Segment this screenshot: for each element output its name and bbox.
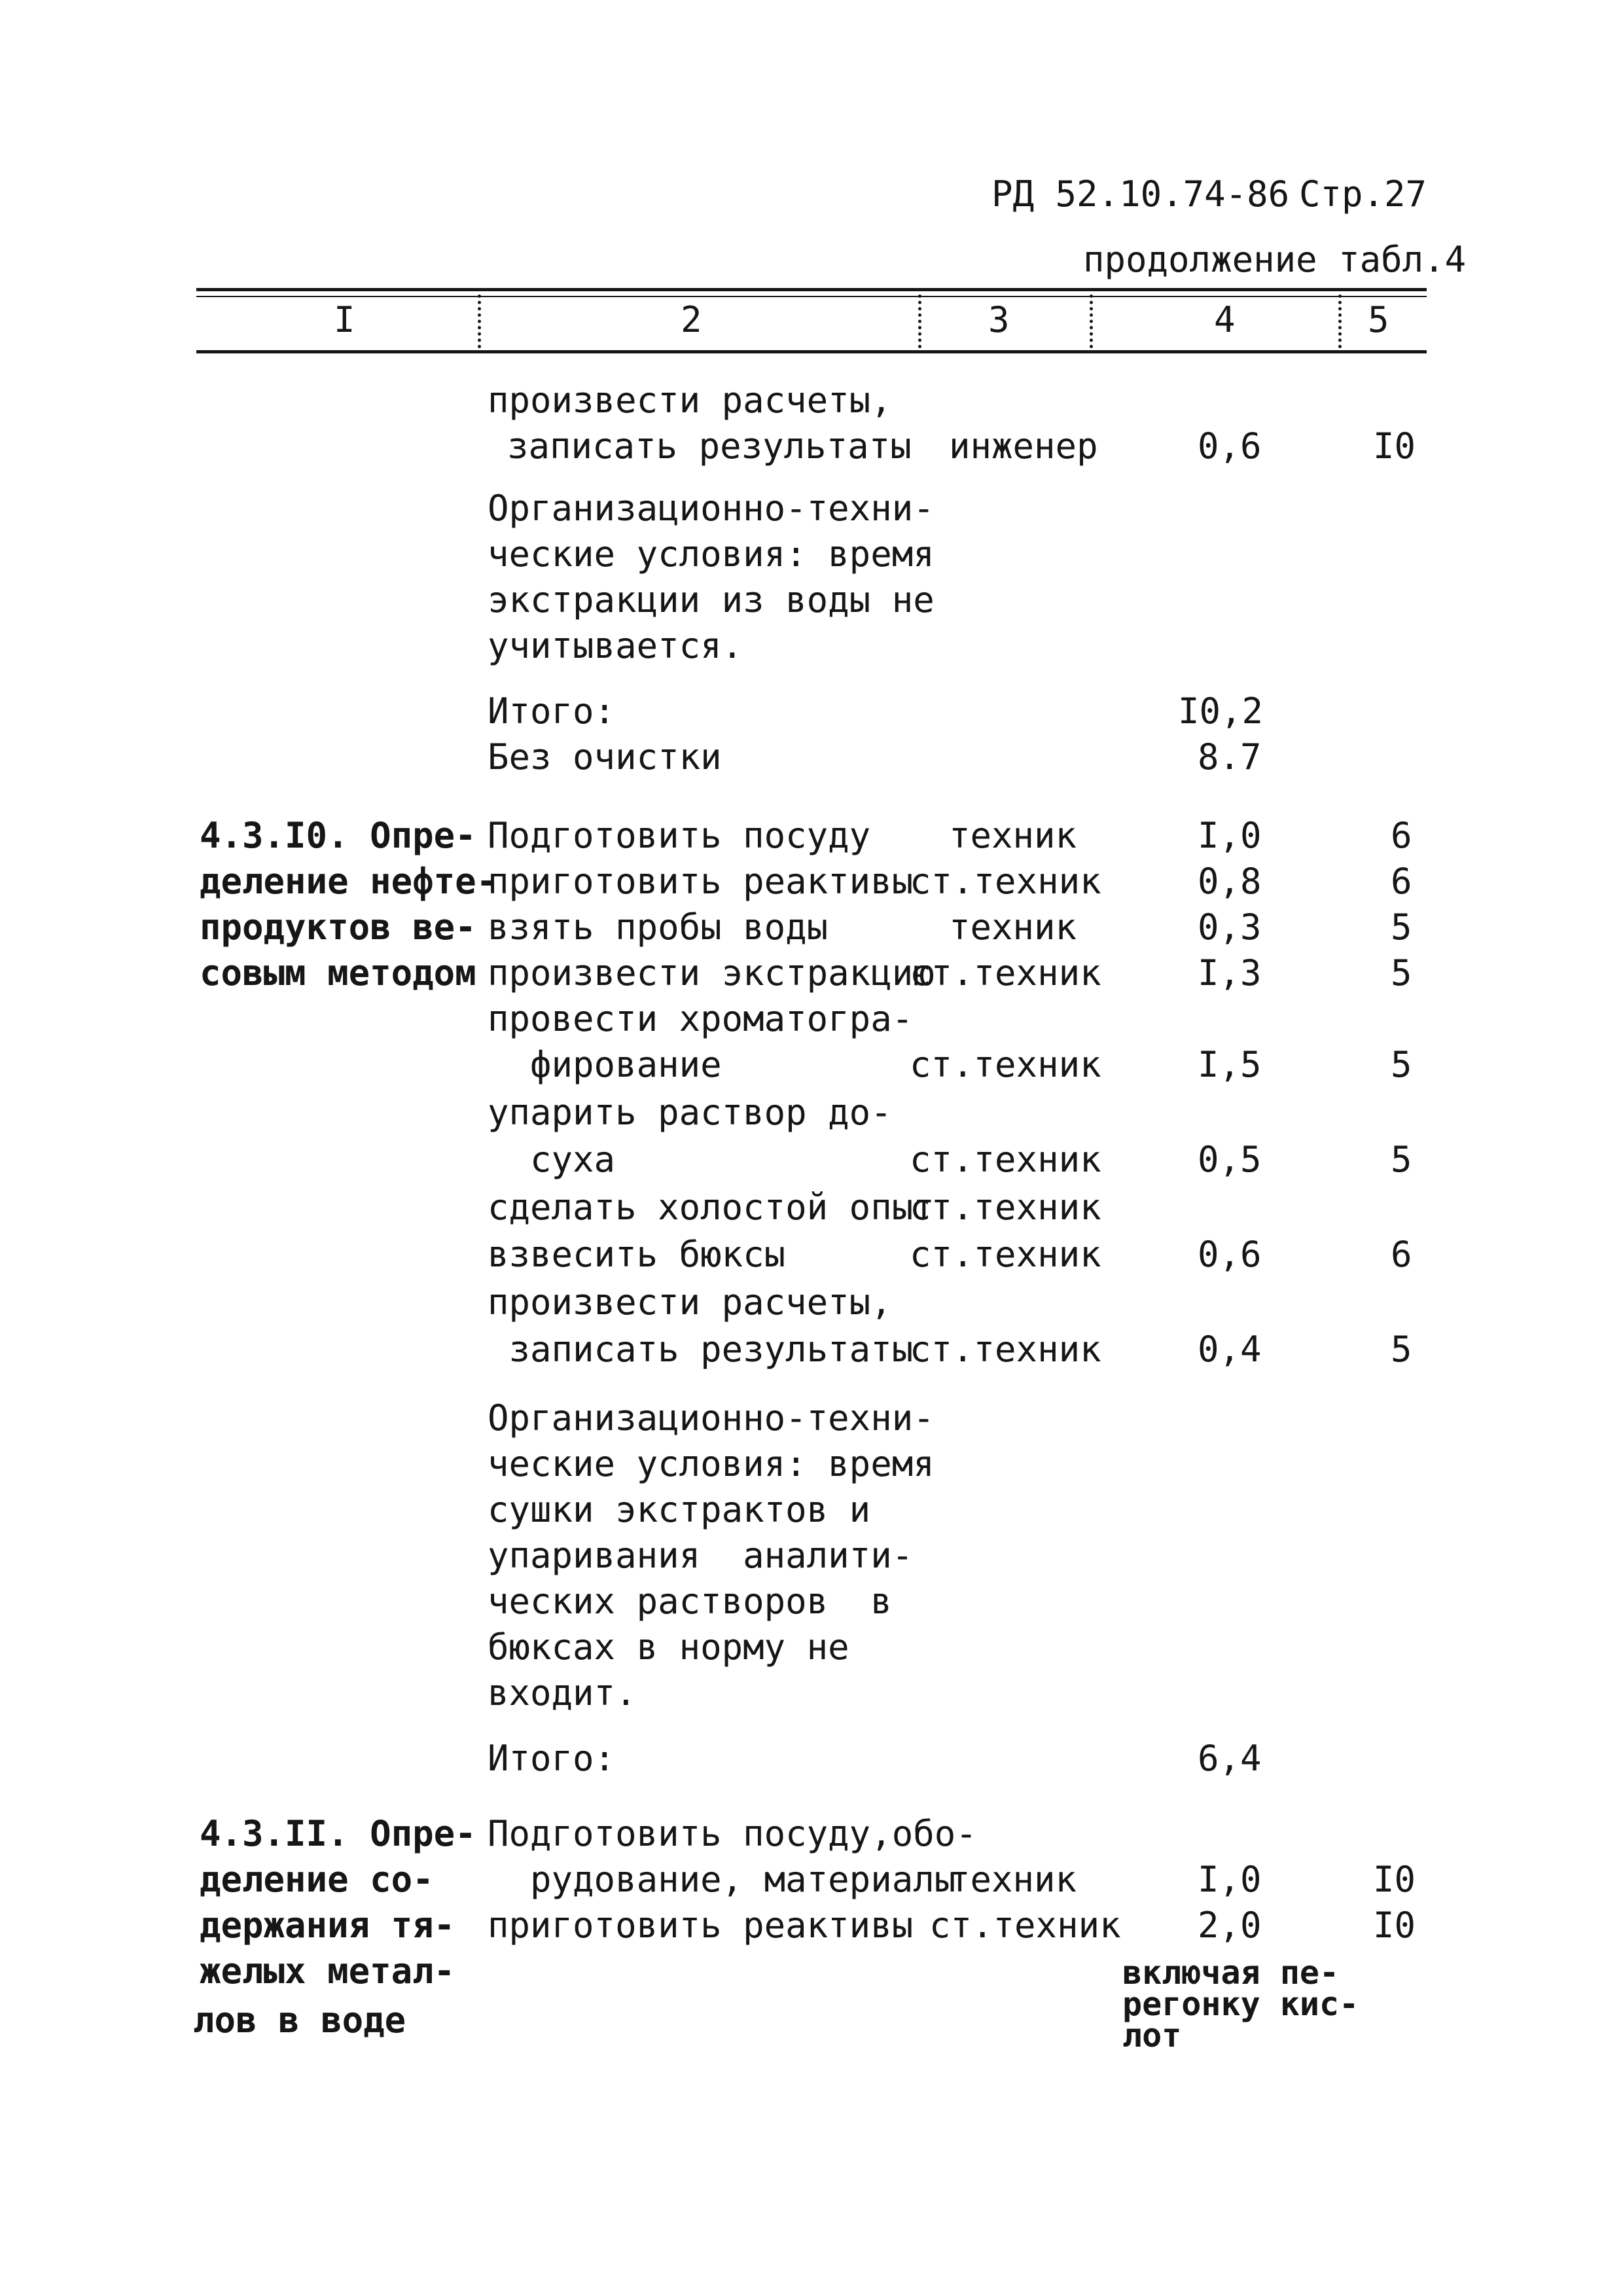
step-text: взять пробы воды [488, 906, 829, 948]
step-rank: I0 [1373, 425, 1416, 467]
step-rank: 6 [1391, 815, 1412, 856]
section-title: деление нефте- [200, 861, 498, 902]
step-time: 0,6 [1198, 1234, 1262, 1275]
conditions-text: сушки экстрактов и [488, 1489, 871, 1530]
step-rank: 5 [1391, 1139, 1412, 1180]
step-text: записать результаты [488, 1329, 914, 1370]
step-text: рудование, материалы [488, 1859, 956, 1900]
step-performer: техник [949, 815, 1077, 856]
conditions-text: входит. [488, 1672, 637, 1713]
step-text: произвести экстракцию [488, 952, 935, 994]
table-top-rule [196, 288, 1427, 291]
conditions-text: учитывается. [488, 625, 743, 666]
step-text: упарить раствор до- [488, 1092, 892, 1133]
step-time: I,5 [1198, 1044, 1262, 1085]
step-rank: 5 [1391, 952, 1412, 994]
note-text: включая пе- [1122, 1954, 1340, 1992]
step-time: 0,3 [1198, 906, 1262, 948]
total-value: 6,4 [1198, 1738, 1262, 1779]
column-header-2: 2 [681, 299, 702, 340]
step-performer: техник [949, 906, 1077, 948]
note-text: лот [1122, 2017, 1182, 2054]
step-text: приготовить реактивы [488, 1905, 914, 1946]
step-performer: ст.техник [910, 861, 1101, 902]
step-text: сделать холостой опыт [488, 1187, 935, 1228]
column-separator [918, 295, 921, 348]
step-text: Подготовить посуду [488, 815, 871, 856]
step-time: 0,8 [1198, 861, 1262, 902]
step-rank: 6 [1391, 861, 1412, 902]
step-performer: ст.техник [910, 1234, 1101, 1275]
section-title: 4.3.I0. Опре- [200, 815, 476, 856]
total-label: Итого: [488, 691, 616, 732]
step-performer: инженер [949, 425, 1098, 467]
column-separator [1090, 295, 1093, 348]
table-continuation-label: продолжение табл.4 [1083, 239, 1467, 280]
section-title: совым методом [200, 952, 476, 994]
step-text: произвести расчеты, [488, 1282, 892, 1323]
step-performer: техник [949, 1859, 1077, 1900]
step-time: 2,0 [1198, 1905, 1262, 1946]
step-text: провести хроматогра- [488, 998, 914, 1039]
noclean-label: Без очистки [488, 736, 722, 778]
conditions-text: ческих растворов в [488, 1581, 892, 1622]
step-performer: ст.техник [910, 952, 1101, 994]
step-performer: ст.техник [910, 1139, 1101, 1180]
step-performer: ст.техник [910, 1044, 1101, 1085]
conditions-text: упаривания аналити- [488, 1535, 914, 1576]
conditions-text: ческие условия: время [488, 1443, 935, 1484]
step-text: произвести расчеты, [488, 380, 892, 421]
table-top-rule-inner [196, 296, 1427, 297]
step-text: фирование [488, 1044, 722, 1085]
document-code: РД 52.10.74-86 [991, 173, 1290, 215]
step-performer: ст.техник [910, 1329, 1101, 1370]
page-number: Стр.27 [1299, 173, 1427, 215]
table-header-bottom-rule [196, 350, 1427, 353]
conditions-text: экстракции из воды не [488, 579, 935, 620]
section-title: продуктов ве- [200, 906, 476, 948]
conditions-text: ческие условия: время [488, 533, 935, 575]
total-value: I0,2 [1178, 691, 1264, 732]
column-header-5: 5 [1368, 299, 1389, 340]
section-title: 4.3.II. Опре- [200, 1813, 476, 1854]
step-time: 0,5 [1198, 1139, 1262, 1180]
column-header-1: I [334, 299, 355, 340]
conditions-text: Организационно-техни- [488, 488, 935, 529]
section-title: держания тя- [200, 1905, 455, 1946]
conditions-text: Организационно-техни- [488, 1397, 935, 1439]
step-time: I,0 [1198, 1859, 1262, 1900]
step-text: суха [488, 1139, 616, 1180]
section-title: лов в воде [193, 2000, 406, 2041]
step-rank: 5 [1391, 906, 1412, 948]
step-text: взвесить бюксы [488, 1234, 786, 1275]
column-header-3: 3 [988, 299, 1010, 340]
step-text: Подготовить посуду,обо- [488, 1813, 977, 1854]
step-time: I,3 [1198, 952, 1262, 994]
note-text: регонку кис- [1122, 1985, 1359, 2023]
step-rank: 5 [1391, 1044, 1412, 1085]
step-performer: ст.техник [929, 1905, 1121, 1946]
conditions-text: бюксах в норму не [488, 1626, 849, 1668]
step-time: 0,4 [1198, 1329, 1262, 1370]
noclean-value: 8.7 [1198, 736, 1262, 778]
step-time: I,0 [1198, 815, 1262, 856]
step-rank: 5 [1391, 1329, 1412, 1370]
column-separator [478, 295, 481, 348]
section-title: желых метал- [200, 1950, 455, 1992]
step-text: записать результаты [507, 425, 912, 467]
step-rank: I0 [1373, 1859, 1416, 1900]
section-title: деление со- [200, 1859, 434, 1900]
step-rank: I0 [1373, 1905, 1416, 1946]
step-rank: 6 [1391, 1234, 1412, 1275]
step-text: приготовить реактивы [488, 861, 914, 902]
column-separator [1338, 295, 1342, 348]
step-performer: ст.техник [910, 1187, 1101, 1228]
step-time: 0,6 [1198, 425, 1262, 467]
total-label: Итого: [488, 1738, 616, 1779]
column-header-4: 4 [1214, 299, 1236, 340]
